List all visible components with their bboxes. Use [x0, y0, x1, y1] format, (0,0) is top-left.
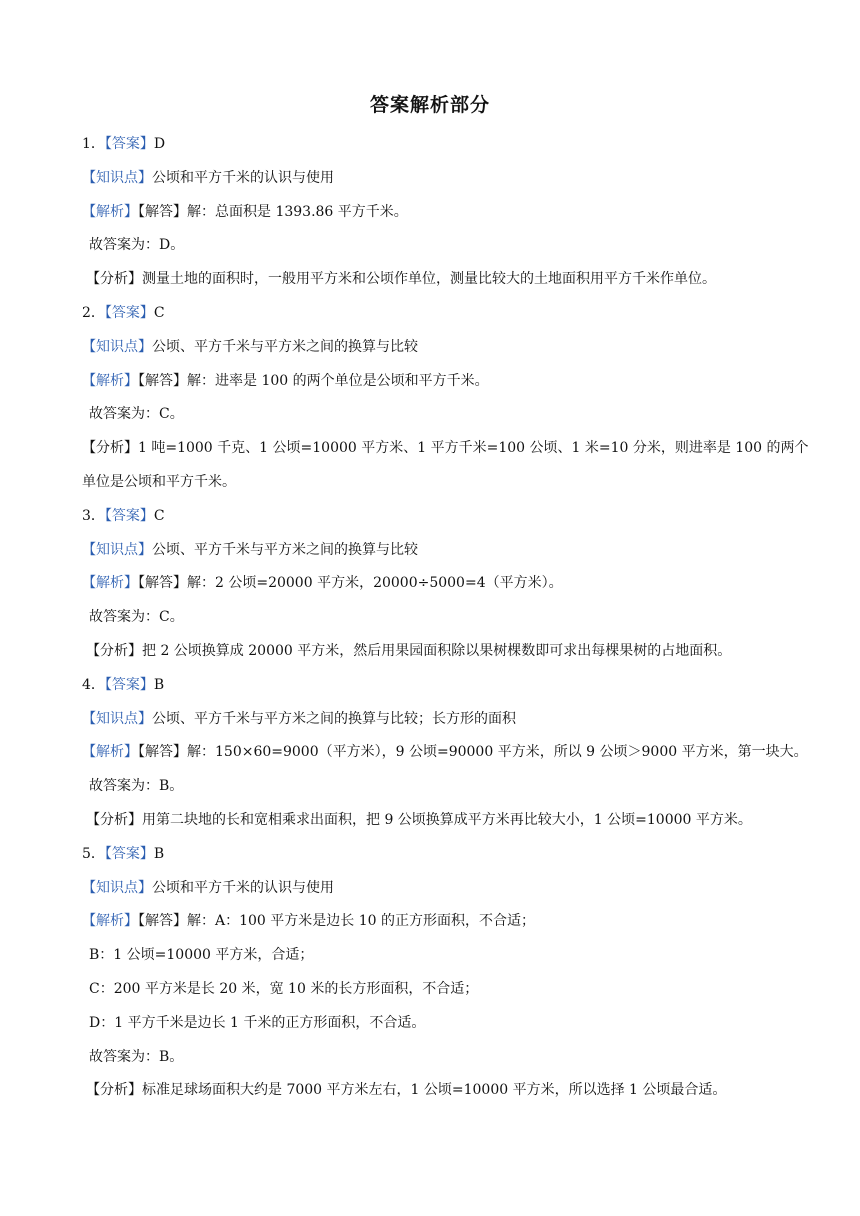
answer-tag: 【答案】: [104, 676, 154, 693]
knowledge-line: [82, 872, 812, 906]
solution-line: [82, 196, 812, 230]
answer-value: B: [153, 845, 165, 862]
solution-line: [82, 567, 812, 601]
knowledge-line: [82, 162, 812, 196]
answer-value: D: [153, 136, 166, 152]
knowledge-text: 公顷、平方千米与平方米之间的换算与比较；长方形的面积: [152, 710, 516, 727]
option-line-b: B：1 公顷=10000 平方米，合适；: [89, 947, 314, 964]
knowledge-tag: 【知识点】: [82, 879, 152, 896]
answer-list: [82, 128, 812, 1108]
solution-text: 【解答】解：总面积是 1393.86 平方千米。: [138, 203, 408, 220]
question-3: [82, 500, 812, 669]
solution-text: 【解答】解：2 公顷=20000 平方米，20000÷5000=4（平方米）。: [138, 575, 563, 592]
conclusion-line: 故答案为：C。: [89, 609, 184, 626]
analysis-tag: 【解析】: [82, 744, 138, 761]
solution-line: [82, 736, 812, 770]
option-line-c: C：200 平方米是长 20 米，宽 10 米的长方形面积，不合适；: [89, 980, 479, 997]
question-number: 5．: [82, 845, 105, 862]
answer-tag: 【答案】: [104, 845, 154, 862]
page-title: 答案解析部分: [369, 94, 490, 116]
question-5: [82, 838, 812, 1108]
answer-line: [82, 128, 812, 162]
solution-text: 【解答】解：A：100 平方米是边长 10 的正方形面积，不合适；: [138, 913, 535, 930]
answer-line: [82, 669, 812, 703]
answer-value: B: [153, 676, 165, 693]
reason-line: 【分析】把 2 公顷换算成 20000 平方米，然后用果园面积除以果树棵数即可求出每棵果树的占地面积。: [86, 642, 732, 659]
knowledge-text: 公顷、平方千米与平方米之间的换算与比较: [152, 541, 418, 558]
question-number: 1．: [82, 136, 105, 152]
knowledge-tag: 【知识点】: [82, 710, 152, 727]
analysis-tag: 【解析】: [82, 575, 138, 592]
analysis-tag: 【解析】: [82, 203, 138, 220]
answer-line: [82, 500, 812, 534]
knowledge-tag: 【知识点】: [82, 541, 152, 558]
question-number: 3．: [82, 507, 105, 524]
analysis-tag: 【解析】: [82, 913, 138, 930]
reason-line: 【分析】用第二块地的长和宽相乘求出面积，把 9 公顷换算成平方米再比较大小，1 公顷=10000 平方米。: [86, 811, 752, 828]
reason-line: 【分析】测量土地的面积时，一般用平方米和公顷作单位，测量比较大的土地面积用平方千米作单位。: [86, 271, 716, 288]
knowledge-line: [82, 703, 812, 737]
answer-line: [82, 838, 812, 872]
reason-line: 【分析】标准足球场面积大约是 7000 平方米左右，1 公顷=10000 平方米，所以选择 1 公顷最合适。: [86, 1082, 727, 1099]
conclusion-line: 故答案为：B。: [89, 1048, 184, 1065]
knowledge-tag: 【知识点】: [82, 169, 152, 186]
solution-line: [82, 905, 812, 939]
knowledge-tag: 【知识点】: [82, 338, 152, 355]
knowledge-text: 公顷和平方千米的认识与使用: [152, 169, 334, 186]
answer-value: C: [153, 507, 165, 524]
question-1: [82, 128, 812, 297]
knowledge-line: [82, 534, 812, 568]
conclusion-line: 故答案为：D。: [89, 237, 185, 254]
solution-text: 【解答】解：150×60=9000（平方米），9 公顷=90000 平方米，所以 9 公顷＞9000 平方米，第一块大。: [138, 744, 808, 761]
knowledge-text: 公顷和平方千米的认识与使用: [152, 879, 334, 896]
conclusion-line: 故答案为：B。: [89, 778, 184, 795]
analysis-tag: 【解析】: [82, 372, 138, 389]
knowledge-text: 公顷、平方千米与平方米之间的换算与比较: [152, 338, 418, 355]
question-number: 4．: [82, 676, 105, 693]
knowledge-line: [82, 331, 812, 365]
option-line-d: D：1 平方千米是边长 1 千米的正方形面积，不合适。: [89, 1014, 426, 1031]
question-2: [82, 297, 812, 500]
question-number: 2．: [82, 304, 105, 321]
question-4: [82, 669, 812, 838]
reason-line: 【分析】1 吨=1000 千克、1 公顷=10000 平方米、1 平方千米=100 公顷、1 米=10 分米，则进率是 100 的两个单位是公顷和平方千米。: [82, 440, 809, 490]
solution-text: 【解答】解：进率是 100 的两个单位是公顷和平方千米。: [138, 372, 489, 389]
answer-tag: 【答案】: [104, 304, 154, 321]
answer-tag: 【答案】: [104, 136, 154, 152]
conclusion-line: 故答案为：C。: [89, 406, 184, 423]
answer-line: [82, 297, 812, 331]
answer-value: C: [153, 304, 165, 321]
solution-line: [82, 365, 812, 399]
answer-tag: 【答案】: [104, 507, 154, 524]
